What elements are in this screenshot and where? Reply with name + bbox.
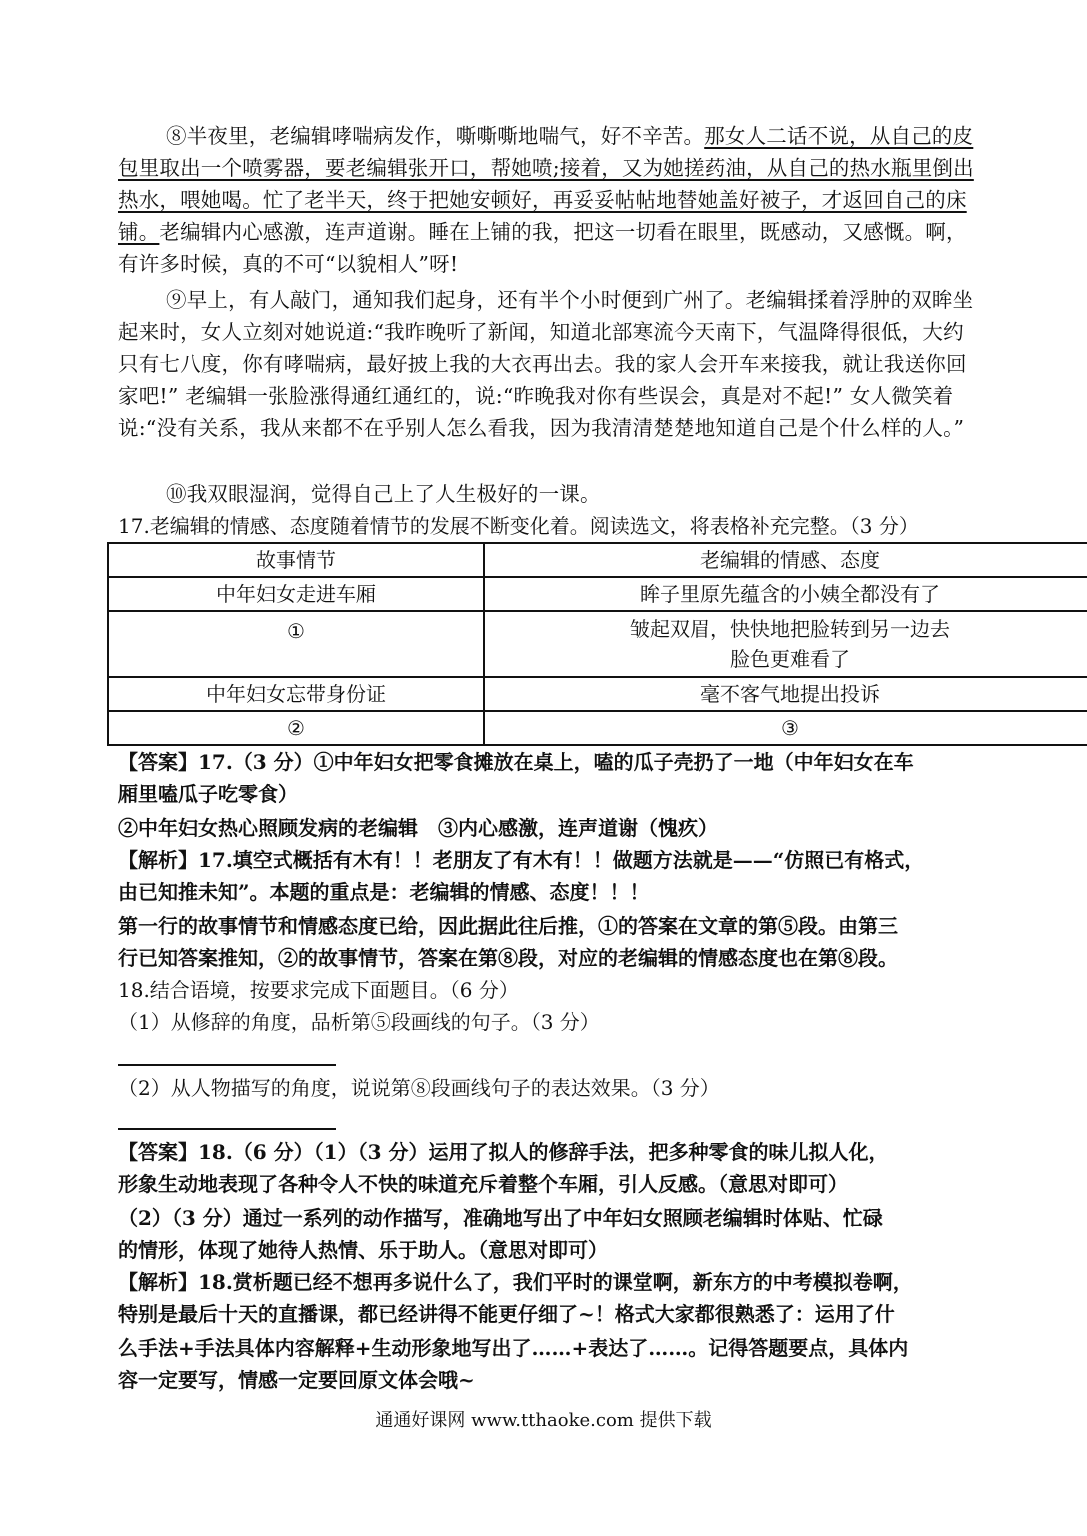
table-cell: 中年妇女忘带身份证: [108, 677, 484, 711]
answer-18-line: 【答案】18.（6 分）（1）（3 分）运用了拟人的修辞手法，把多种零食的味儿拟人化，: [118, 1140, 889, 1164]
answer-17-line: ②中年妇女热心照顾发病的老编辑 ③内心感激，连声道谢（愧疚）: [118, 816, 718, 840]
page-footer: 通通好课网 www.tthaoke.com 提供下载: [375, 1410, 712, 1431]
answer-17-line: 厢里嗑瓜子吃零食）: [118, 782, 298, 806]
answer-17-line: 【答案】17.（3 分）①中年妇女把零食摊放在桌上，嗑的瓜子壳扔了一地（中年妇女在车: [118, 750, 914, 774]
table-row: [108, 711, 1087, 745]
answer-18-line: （2）（3 分）通过一系列的动作描写，准确地写出了中年妇女照顾老编辑时体贴、忙碌: [118, 1206, 883, 1230]
table-cell: 眸子里原先蕴含的小姨全都没有了: [484, 577, 1087, 611]
table-header-cell: 故事情节: [108, 543, 484, 577]
analysis-18-line: 容一定要写，情感一定要回原文体会哦~: [118, 1368, 475, 1392]
table-cell-line: 皱起双眉，快快地把脸转到另一边去: [630, 617, 950, 641]
paragraph-8-end: 老编辑内心感激，连声道谢。睡在上铺的我，把这一切看在眼里，既感动，又感慨。啊，有许多时候，真的不可“以貌相人”呀!: [118, 220, 967, 276]
table-row: [108, 577, 1087, 611]
analysis-18-line: 么手法+手法具体内容解释+生动形象地写出了……+表达了……。记得答题要点，具体内: [118, 1336, 909, 1360]
answer-18-line: 形象生动地表现了各种令人不快的味道充斥着整个车厢，引人反感。（意思对即可）: [118, 1172, 848, 1196]
table-cell: 中年妇女走进车厢: [108, 577, 484, 611]
question-18-sub2: （2）从人物描写的角度，说说第⑧段画线句子的表达效果。（3 分）: [118, 1076, 720, 1100]
table-cell: ①: [108, 611, 484, 677]
paragraph-9: ⑨早上，有人敲门，通知我们起身，还有半个小时便到广州了。老编辑揉着浮肿的双眸坐起来时，女人立刻对她说道:“我昨晚听了新闻，知道北部寒流今天南下，气温降得很低，大约只有七八度，你有哮喘病，最好披上我的大衣再出去。我的家人会开车来接我，就让我送你回家吧!” 老编辑一张脸涨得通红通红的，说:“昨晚我对你有些误会，真是对不起!” 女人微笑着说:“没有关系，我从来都不在乎别人怎么看我，因为我清清楚楚地知道自己是个什么样的人。”: [118, 288, 974, 440]
table-cell: ③: [484, 711, 1087, 745]
paragraph-8-underlined: 那女人二话不说，从自己的皮包里取出一个喷雾器，要老编辑张开口，帮她喷;接着，又为她搓药油，从自己的热水瓶里倒出热水，喂她喝。忙了老半天，终于把她安顿好，再妥妥帖帖地替她盖好被子，才返回自己的床铺。: [118, 124, 974, 244]
analysis-18-line: 【解析】18.赏析题已经不想再多说什么了，我们平时的课堂啊，新东方的中考模拟卷啊，: [118, 1270, 913, 1294]
answer-blank-line: [118, 1064, 336, 1066]
table-header-row: [108, 543, 1087, 577]
answer-18-line: 的情形，体现了她待人热情、乐于助人。（意思对即可）: [118, 1238, 608, 1262]
question-18: 18.结合语境，按要求完成下面题目。（6 分）: [118, 978, 519, 1002]
analysis-17-line: 由已知推未知”。本题的重点是：老编辑的情感、态度！！！: [118, 880, 650, 904]
table-cell: ②: [108, 711, 484, 745]
paragraph-8: [118, 120, 978, 280]
table-row: [108, 611, 1087, 677]
table-cell: [484, 611, 1087, 677]
paragraph-10: ⑩我双眼湿润，觉得自己上了人生极好的一课。: [166, 482, 601, 506]
analysis-18-line: 特别是最后十天的直播课，都已经讲得不能更仔细了~！格式大家都很熟悉了：运用了什: [118, 1302, 895, 1326]
answer-blank-line: [118, 1128, 336, 1130]
analysis-17-line: 【解析】17.填空式概括有木有！！老朋友了有木有！！做题方法就是——“仿照已有格式，: [118, 848, 925, 872]
question-18-sub1: （1）从修辞的角度，品析第⑤段画线的句子。（3 分）: [118, 1010, 600, 1034]
analysis-17-line: 行已知答案推知，②的故事情节，答案在第⑧段，对应的老编辑的情感态度也在第⑧段。: [118, 946, 898, 970]
table-cell-line: 脸色更难看了: [730, 647, 850, 671]
table-row: [108, 677, 1087, 711]
table-header-cell: 老编辑的情感、态度: [484, 543, 1087, 577]
analysis-17-line: 第一行的故事情节和情感态度已给，因此据此往后推，①的答案在文章的第⑤段。由第三: [118, 914, 898, 938]
question-17-table: [107, 542, 1087, 746]
table-cell: 毫不客气地提出投诉: [484, 677, 1087, 711]
question-17: 17.老编辑的情感、态度随着情节的发展不断变化着。阅读选文，将表格补充完整。（3 分）: [118, 514, 919, 538]
paragraph-8-start: ⑧半夜里，老编辑哮喘病发作，嘶嘶嘶地喘气，好不辛苦。: [166, 124, 705, 148]
